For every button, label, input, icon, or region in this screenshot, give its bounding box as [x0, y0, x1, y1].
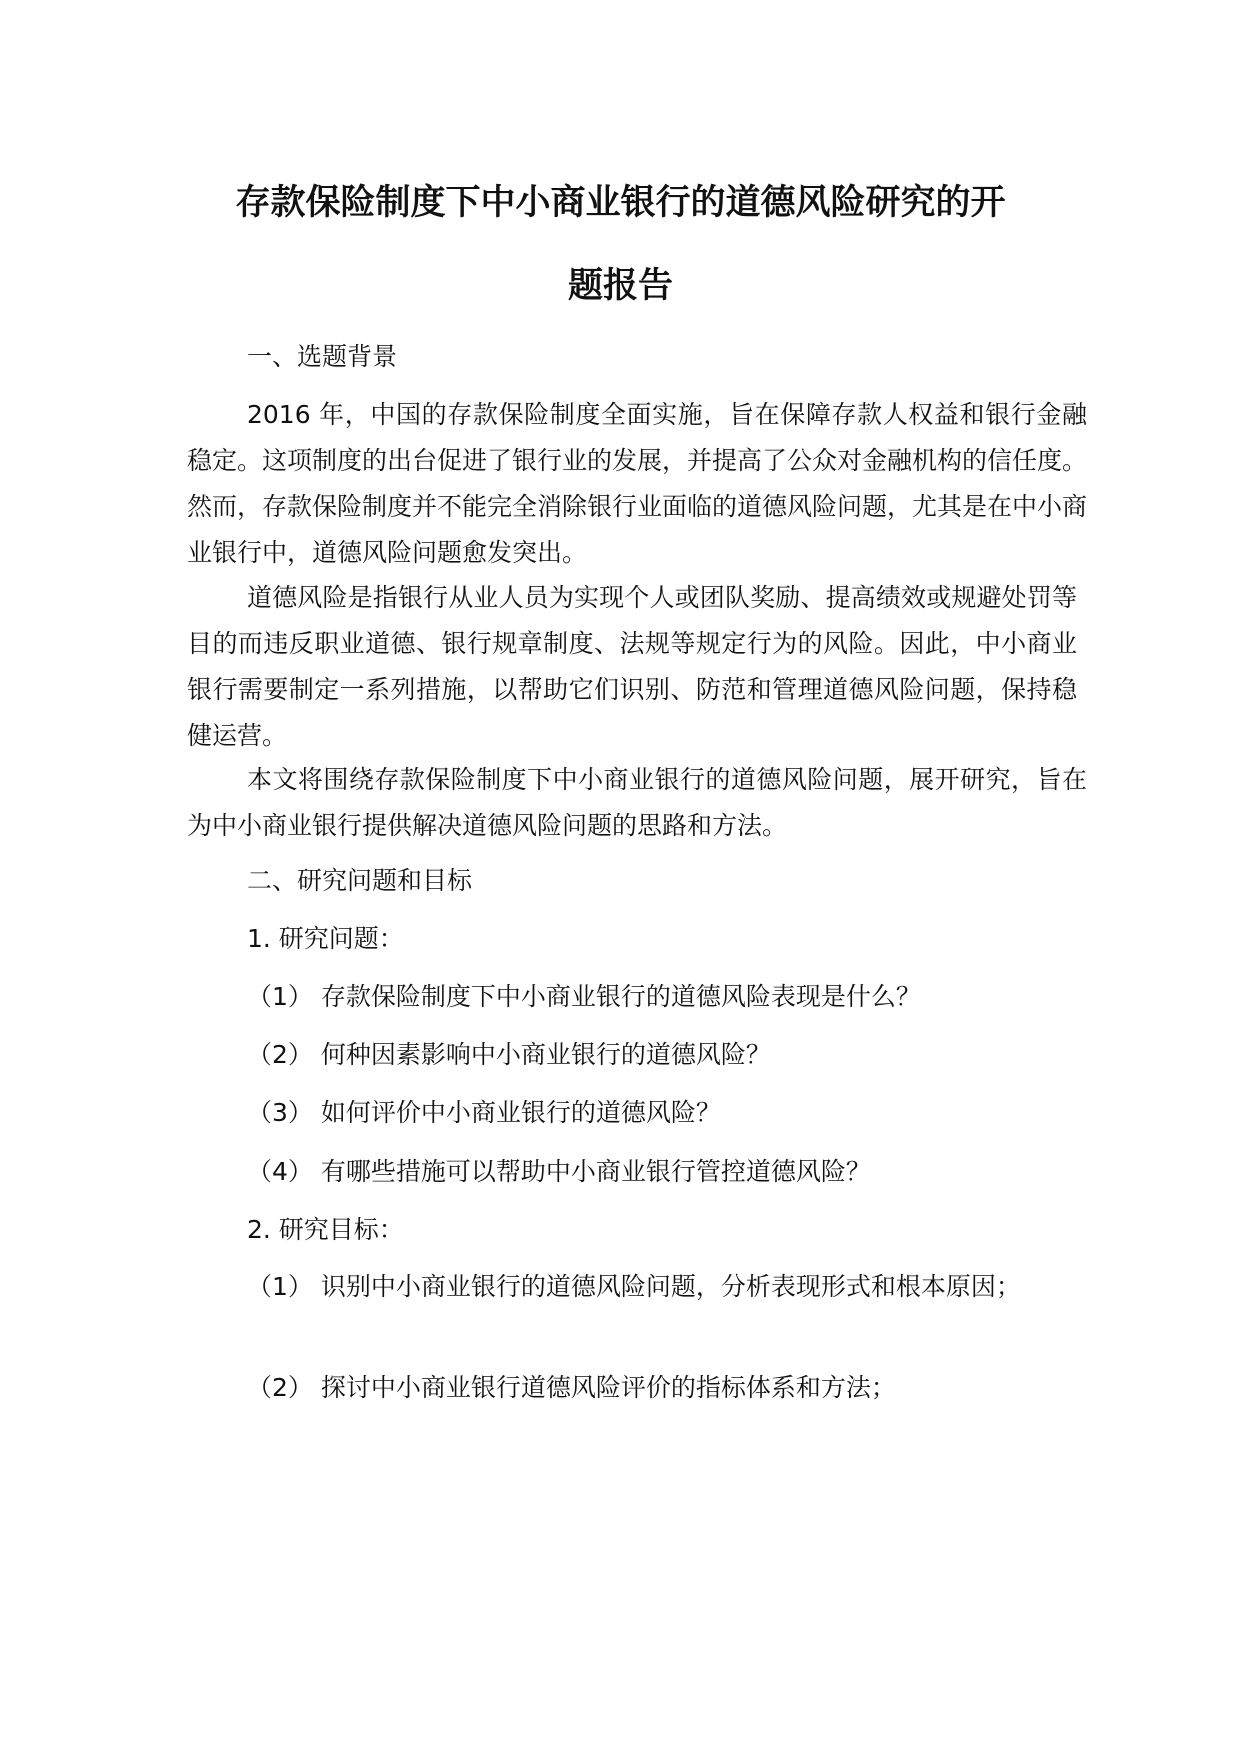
section-2-heading: 二、研究问题和目标	[247, 866, 473, 895]
section-1-paragraph-3: 本文将围绕存款保险制度下中小商业银行的道德风险问题，展开研究，旨在为中小商业银行提供解决道德风险问题的思路和方法。	[187, 765, 1087, 840]
research-question-3: （3） 如何评价中小商业银行的道德风险？	[247, 1098, 721, 1127]
section-1-paragraph-1: 2016 年，中国的存款保险制度全面实施，旨在保障存款人权益和银行金融稳定。这项制度的出台促进了银行业的发展，并提高了公众对金融机构的信任度。然而，存款保险制度并不能完全消除银行业面临的道德风险问题，尤其是在中小商业银行中，道德风险问题愈发突出。	[187, 400, 1088, 567]
section-1-paragraph-2: 道德风险是指银行从业人员为实现个人或团队奖励、提高绩效或规避处罚等目的而违反职业道德、银行规章制度、法规等规定行为的风险。因此，中小商业银行需要制定一系列措施，以帮助它们识别、防范和管理道德风险问题，保持稳健运营。	[187, 583, 1077, 750]
section-1-heading: 一、选题背景	[247, 342, 398, 371]
research-goal-2: （2） 探讨中小商业银行道德风险评价的指标体系和方法；	[247, 1373, 896, 1402]
research-goal-1: （1） 识别中小商业银行的道德风险问题，分析表现形式和根本原因；	[247, 1272, 1021, 1301]
document-title-line-1: 存款保险制度下中小商业银行的道德风险研究的开	[235, 183, 1006, 223]
research-questions-heading: 1. 研究问题：	[247, 924, 404, 953]
document-title-line-2: 题报告	[567, 266, 673, 306]
research-question-4: （4） 有哪些措施可以帮助中小商业银行管控道德风险？	[247, 1157, 871, 1186]
research-question-1: （1） 存款保险制度下中小商业银行的道德风险表现是什么？	[247, 982, 921, 1011]
research-goals-heading: 2. 研究目标：	[247, 1215, 404, 1244]
research-question-2: （2） 何种因素影响中小商业银行的道德风险？	[247, 1040, 771, 1069]
